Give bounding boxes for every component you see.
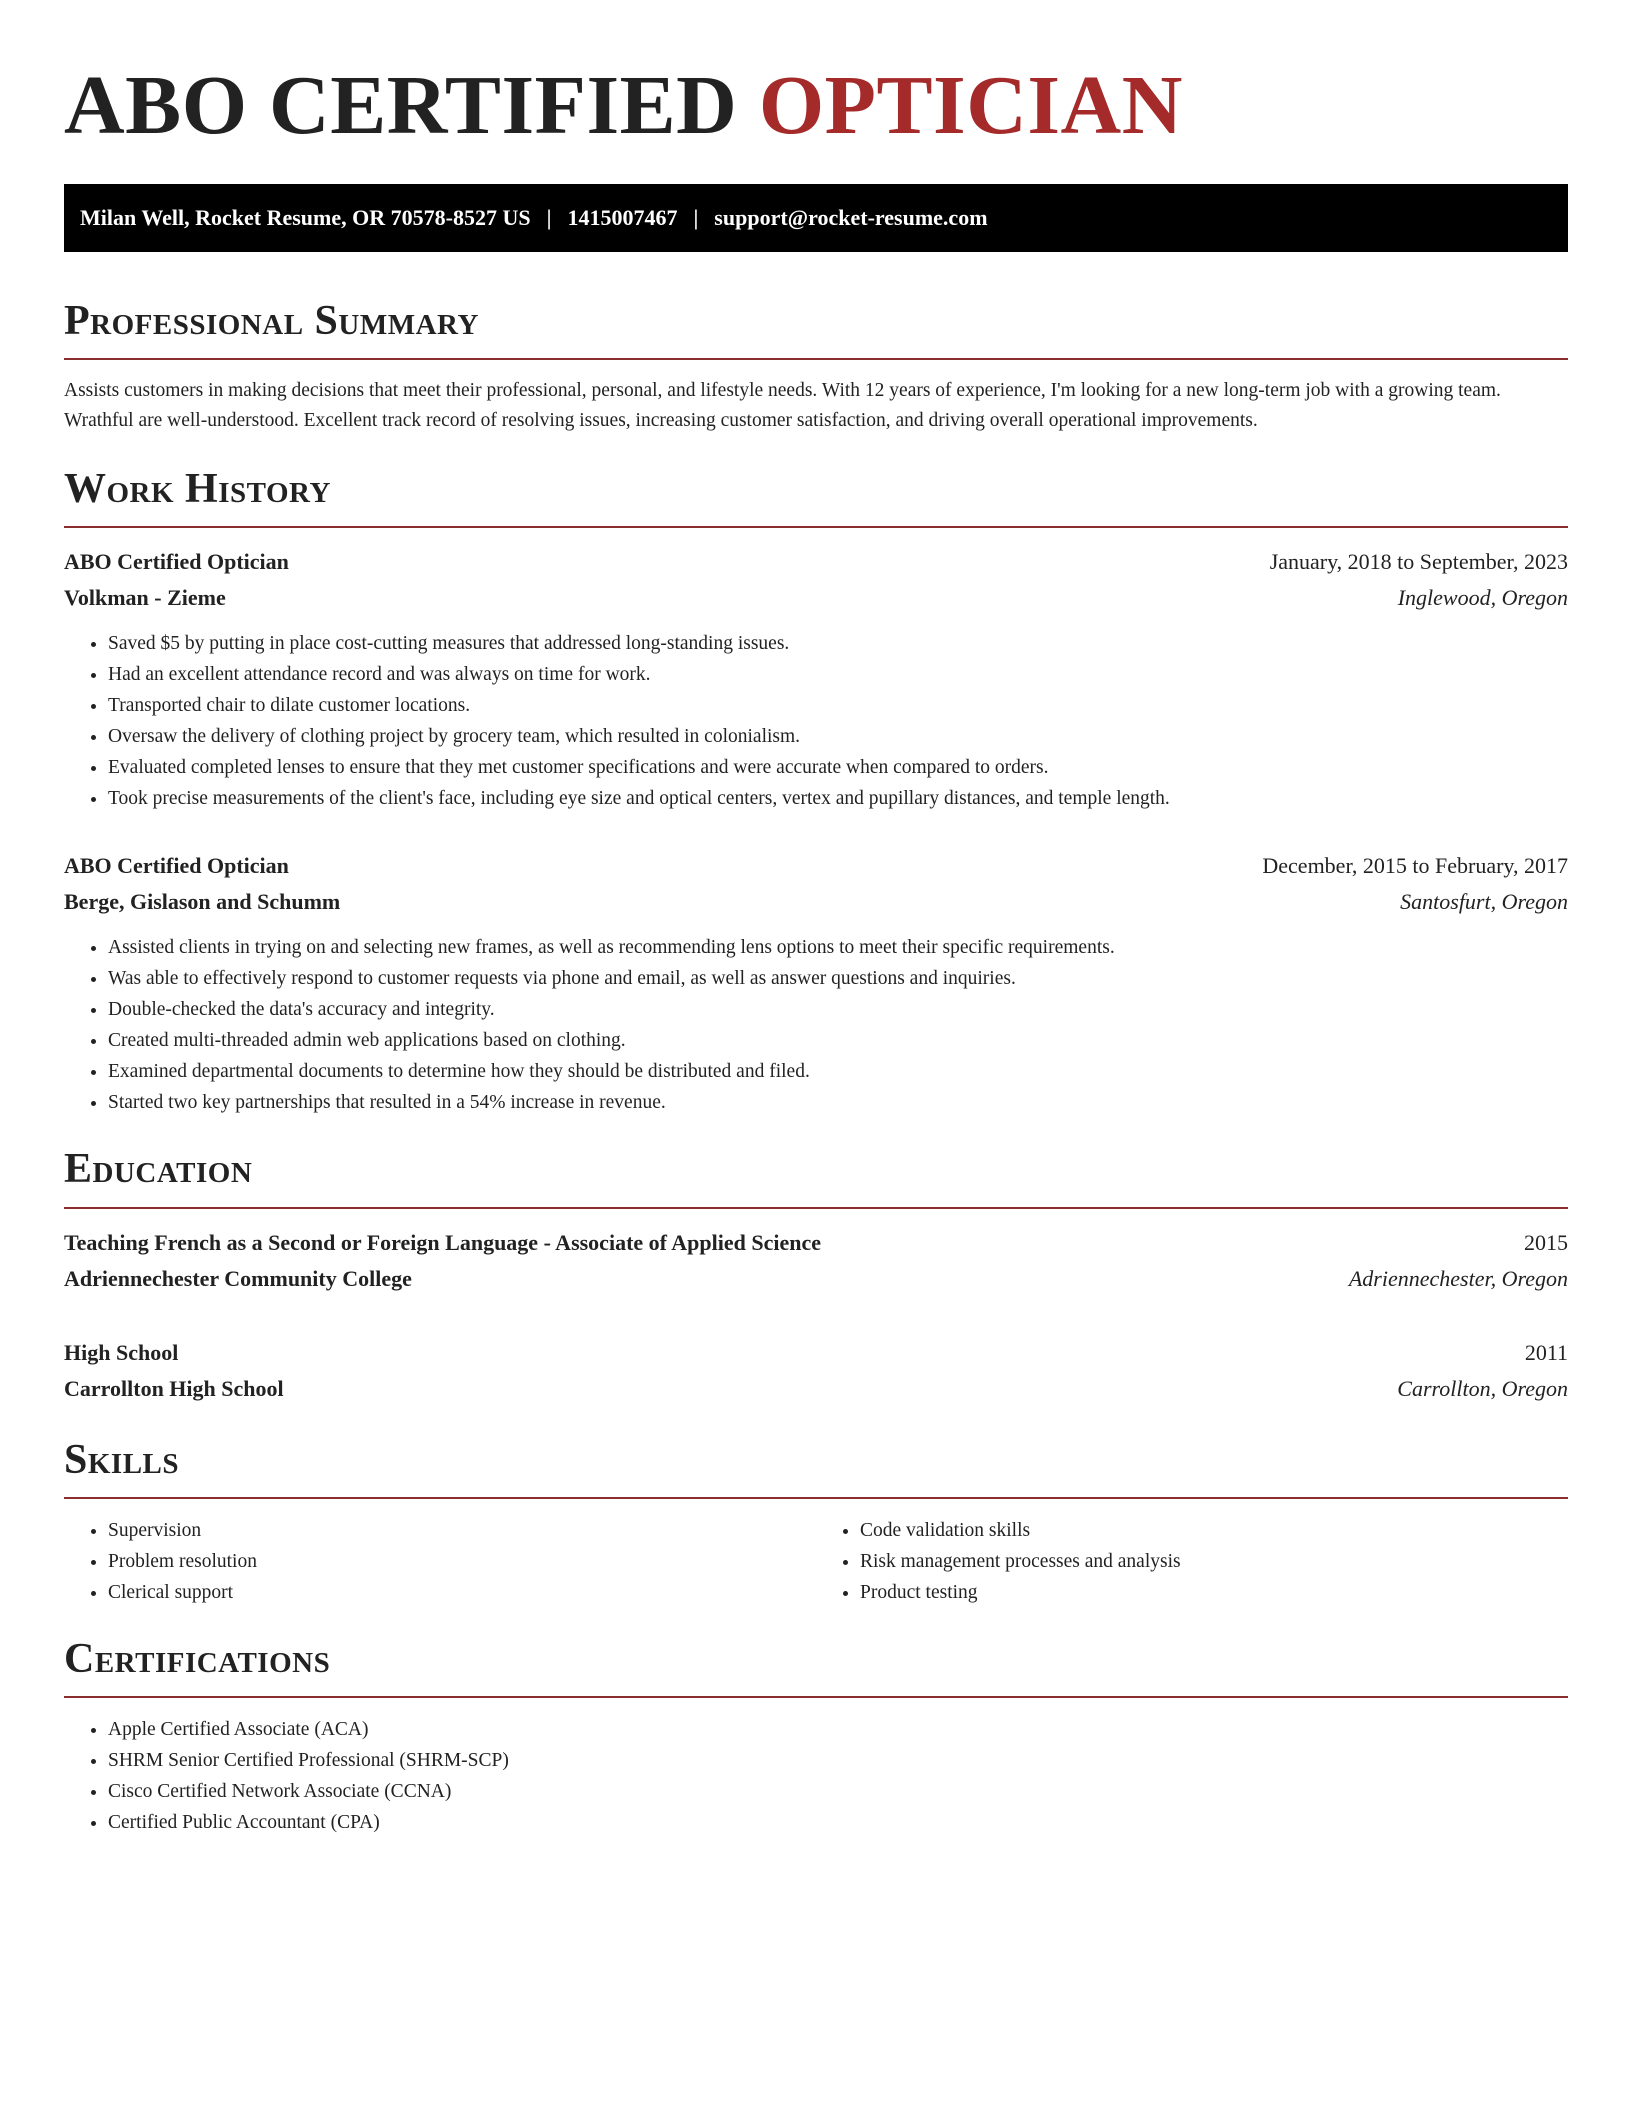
job-dates: January, 2018 to September, 2023 [1269,549,1568,575]
education-location: Adriennechester, Oregon [1348,1265,1568,1291]
education-year: 2015 [1524,1229,1568,1255]
job-header-row [64,848,1568,884]
list-item: • Examined departmental documents to determine how they should be distributed and filed. [108,1056,1568,1087]
education-school: Adriennechester Community College [64,1265,412,1291]
education-header-row [64,1335,1568,1371]
education-year: 2011 [1524,1339,1568,1365]
skills-section [64,1437,1568,1608]
list-item: • Evaluated completed lenses to ensure that they met customer specifications and were accurate when compared to orders. [108,752,1568,783]
job-duties-list [64,628,1568,814]
list-item: • Started two key partnerships that resulted in a 54% increase in revenue. [108,1087,1568,1118]
title-part-2: OPTICIAN [758,59,1183,152]
skills-grid [64,1515,1568,1608]
list-item: • Double-checked the data's accuracy and integrity. [108,994,1568,1025]
skills-heading: Skills [64,1436,180,1483]
contact-bar [64,184,1568,252]
list-item: • Cisco Certified Network Associate (CCNA) [108,1776,1568,1807]
education-school: Carrollton High School [64,1375,284,1401]
section-divider [64,1207,1568,1209]
education-heading: Education [64,1146,253,1193]
education-entry [64,1335,1568,1407]
work-history-heading: Work History [64,466,331,513]
education-location: Carrollton, Oregon [1397,1375,1568,1401]
certifications-heading: Certifications [64,1635,331,1682]
job-location: Inglewood, Oregon [1397,585,1568,611]
job-title: ABO Certified Optician [64,853,289,879]
list-item: • Code validation skills [860,1515,1568,1546]
summary-text: Assists customers in making decisions that meet their professional, personal, and lifestyle needs. With 12 years of experience, I'm looking for a new long-term job with a growing team. Wrathful are well-understood. Excellent track record of resolving issues, increasing customer satisfaction, and driving overall operational improvements. [64,380,1501,432]
job-duties-list [64,932,1568,1118]
certifications-section [64,1636,1568,1838]
section-divider [64,526,1568,528]
contact-email: support@rocket-resume.com [714,205,988,230]
job-entry [64,848,1568,1118]
job-header-row [64,544,1568,580]
education-degree: High School [64,1339,179,1365]
job-company-row [64,580,1568,616]
list-item: • Took precise measurements of the client's face, including eye size and optical centers, vertex and pupillary distances, and temple length. [108,783,1568,814]
list-item: • Was able to effectively respond to customer requests via phone and email, as well as answer questions and inquiries. [108,963,1568,994]
contact-phone: 1415007467 [567,205,678,230]
skills-list-right [816,1515,1568,1608]
education-section [64,1146,1568,1406]
list-item: • Apple Certified Associate (ACA) [108,1714,1568,1745]
education-degree: Teaching French as a Second or Foreign Language - Associate of Applied Science [64,1229,821,1255]
job-title: ABO Certified Optician [64,549,289,575]
list-item: • Created multi-threaded admin web applications based on clothing. [108,1025,1568,1056]
summary-heading: Professional Summary [64,298,479,344]
summary-section [64,298,1568,436]
education-school-row [64,1371,1568,1407]
list-item: • Transported chair to dilate customer locations. [108,690,1568,721]
list-item: • Problem resolution [108,1546,816,1577]
section-divider [64,1497,1568,1499]
list-item: • Clerical support [108,1577,816,1608]
work-history-section [64,466,1568,1118]
title-part-1: ABO CERTIFIED [64,59,738,152]
resume-title [64,59,1568,152]
contact-separator: | [546,205,552,230]
contact-separator: | [693,205,699,230]
list-item: • SHRM Senior Certified Professional (SHRM-SCP) [108,1745,1568,1776]
section-divider [64,1696,1568,1698]
job-location: Santosfurt, Oregon [1400,889,1568,915]
list-item: • Saved $5 by putting in place cost-cutting measures that addressed long-standing issues. [108,628,1568,659]
education-school-row [64,1261,1568,1297]
education-header-row [64,1225,1568,1261]
job-dates: December, 2015 to February, 2017 [1262,853,1568,879]
job-company-row [64,884,1568,920]
job-company: Berge, Gislason and Schumm [64,889,341,915]
job-entry [64,544,1568,814]
list-item: • Risk management processes and analysis [860,1546,1568,1577]
job-company: Volkman - Zieme [64,585,226,611]
certifications-list [64,1714,1568,1838]
education-entry [64,1225,1568,1297]
list-item: • Product testing [860,1577,1568,1608]
contact-address: Milan Well, Rocket Resume, OR 70578-8527 US [80,205,531,230]
list-item: • Had an excellent attendance record and was always on time for work. [108,659,1568,690]
list-item: • Certified Public Accountant (CPA) [108,1807,1568,1838]
skills-list-left [64,1515,816,1608]
list-item: • Supervision [108,1515,816,1546]
list-item: • Assisted clients in trying on and selecting new frames, as well as recommending lens options to meet their specific requirements. [108,932,1568,963]
section-divider [64,358,1568,360]
list-item: • Oversaw the delivery of clothing project by grocery team, which resulted in colonialism. [108,721,1568,752]
